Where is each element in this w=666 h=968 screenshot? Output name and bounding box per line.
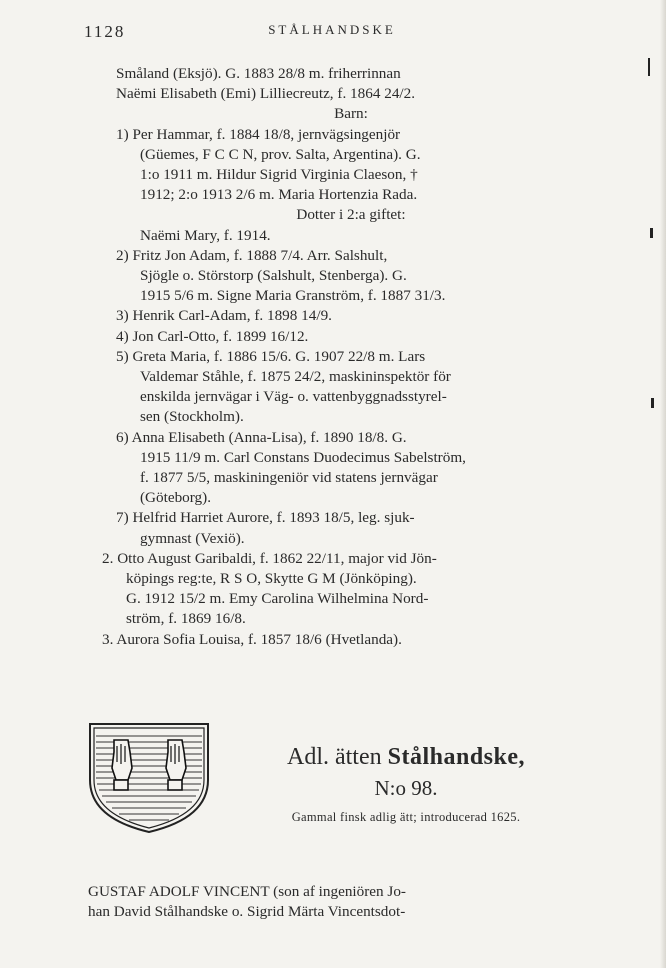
text-line: 1915 5/6 m. Signe Maria Granström, f. 1887 31/3. [140, 287, 446, 305]
text-line: 4) Jon Carl-Otto, f. 1899 16/12. [116, 327, 309, 345]
page-edge-shadow [660, 0, 666, 968]
coat-of-arms-icon [84, 718, 214, 836]
text-line: 3) Henrik Carl-Adam, f. 1898 14/9. [116, 307, 332, 325]
section-heading: Dotter i 2:a giftet: [296, 206, 406, 224]
text-line: sen (Stockholm). [140, 408, 244, 426]
text-line: 1:o 1911 m. Hildur Sigrid Virginia Claeson, † [140, 166, 418, 184]
scan-mark [650, 228, 653, 238]
text-line: 2. Otto August Garibaldi, f. 1862 22/11, major vid Jön- [102, 549, 437, 567]
text-line: G. 1912 15/2 m. Emy Carolina Wilhelmina Nord- [126, 590, 429, 608]
text-line: (Göteborg). [140, 489, 211, 507]
footer-paragraph [88, 882, 586, 922]
text-line: 2) Fritz Jon Adam, f. 1888 7/4. Arr. Salshult, [116, 246, 388, 264]
family-subtitle: Gammal finsk adlig ätt; introducerad 1625. [291, 810, 521, 824]
text-line: f. 1877 5/5, maskiningeniör vid statens jernvägar [140, 469, 438, 487]
text-line: ström, f. 1869 16/8. [126, 610, 246, 628]
text-line: Naëmi Mary, f. 1914. [140, 226, 271, 244]
running-title: STÅLHANDSKE [268, 22, 396, 37]
text-line: Naëmi Elisabeth (Emi) Lilliecreutz, f. 1864 24/2. [116, 85, 416, 103]
page-number: 1128 [84, 22, 126, 41]
text-line: 6) Anna Elisabeth (Anna-Lisa), f. 1890 18/8. G. [116, 428, 407, 446]
text-line: 1) Per Hammar, f. 1884 18/8, jernvägsingenjör [116, 125, 401, 143]
text-line: Småland (Eksjö). G. 1883 28/8 m. friherrinnan [116, 65, 401, 82]
family-title-prefix: Adl. ätten [286, 744, 382, 770]
family-title-name: Stålhandske, [387, 744, 526, 770]
text-line: 3. Aurora Sofia Louisa, f. 1857 18/6 (Hvetlanda). [102, 630, 402, 648]
text-line: enskilda jernvägar i Väg- o. vattenbyggnadsstyrel- [140, 388, 447, 406]
scan-mark [651, 398, 654, 408]
text-line: 5) Greta Maria, f. 1886 15/6. G. 1907 22/8 m. Lars [116, 347, 426, 365]
family-number: N:o 98. [374, 776, 438, 800]
text-line: 7) Helfrid Harriet Aurore, f. 1893 18/5, leg. sjuk- [116, 509, 415, 527]
family-title [214, 742, 598, 772]
family-heading [214, 742, 598, 826]
text-line: han David Stålhandske o. Sigrid Märta Vincentsdot- [88, 903, 406, 921]
text-line: 1912; 2:o 1913 2/6 m. Maria Hortenzia Rada. [140, 186, 418, 204]
text-line: (Güemes, F C C N, prov. Salta, Argentina). G. [140, 145, 421, 163]
genealogy-text [102, 64, 586, 650]
text-line: 1915 11/9 m. Carl Constans Duodecimus Sabelström, [140, 448, 466, 466]
scan-mark [648, 58, 650, 76]
text-line: gymnast (Vexiö). [140, 529, 245, 547]
text-line: GUSTAF ADOLF VINCENT (son af ingeniören Jo- [88, 883, 406, 900]
text-line: Sjögle o. Störstorp (Salshult, Stenberga). G. [140, 267, 407, 285]
text-line: Valdemar Ståhle, f. 1875 24/2, maskininspektör för [140, 368, 451, 386]
text-line: köpings reg:te, R S O, Skytte G M (Jönköping). [126, 570, 417, 588]
section-heading: Barn: [334, 105, 368, 123]
page-header [84, 22, 580, 46]
